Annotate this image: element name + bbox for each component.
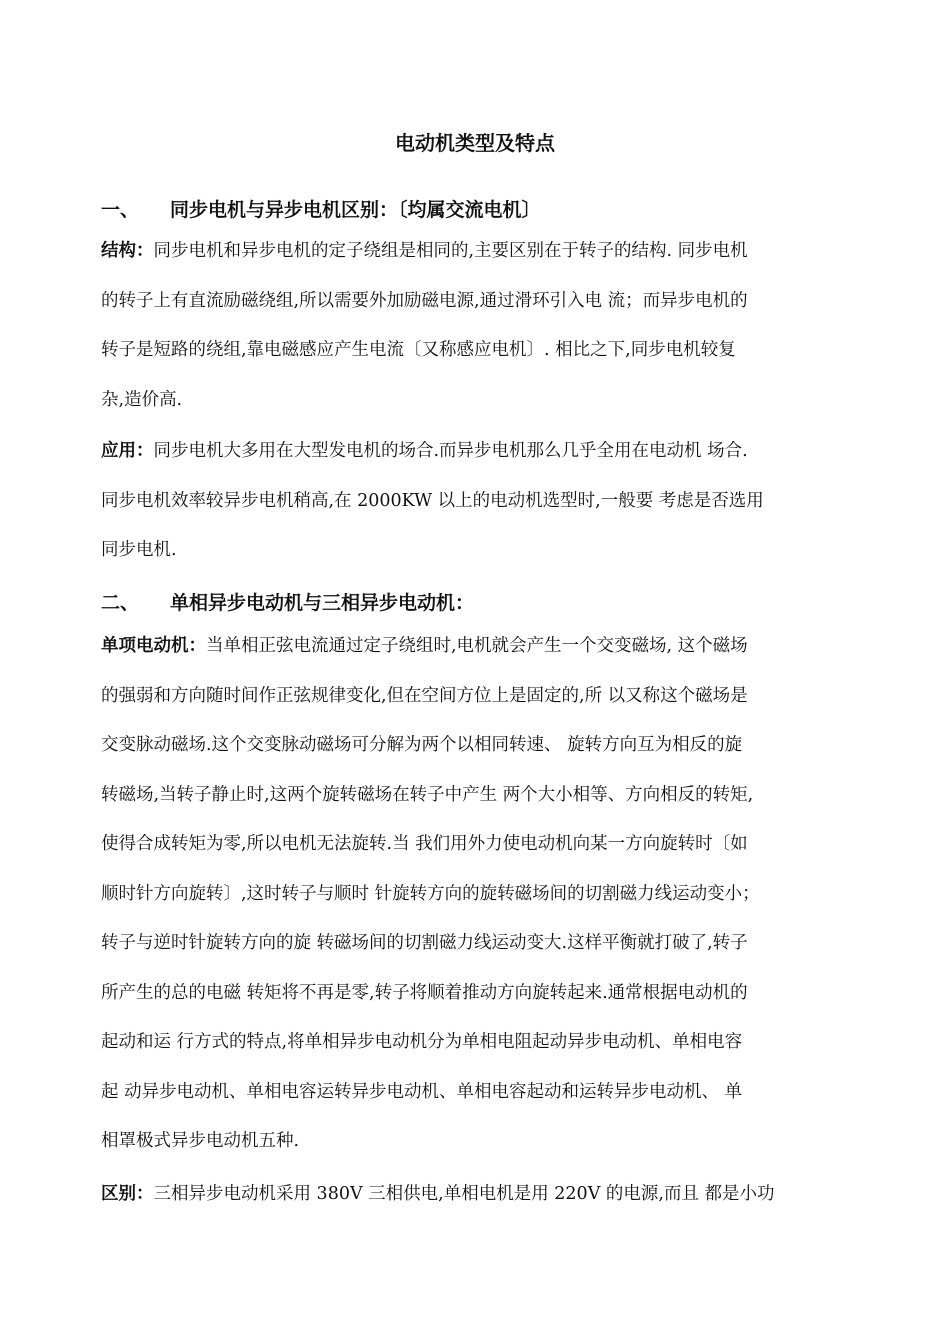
- application-label: 应用：: [101, 441, 154, 461]
- paragraph-line: 三相异步电动机采用 380V 三相供电,单相电机是用 220V 的电源,而且 都是小功: [153, 1184, 775, 1204]
- paragraph-line: 顺时针方向旋转〕,这时转子与顺时 针旋转方向的旋转磁场间的切割磁力线运动变小；: [101, 883, 760, 904]
- paragraph-line: 起 动异步电动机、单相电容运转异步电动机、单相电容起动和运转异步电动机、 单: [101, 1081, 743, 1102]
- paragraph-line: 转磁场,当转子静止时,这两个旋转磁场在转子中产生 两个大小相等、方向相反的转矩,: [101, 784, 754, 805]
- paragraph-line: 同步电机大多用在大型发电机的场合.而异步电机那么几乎全用在电动机 场合.: [153, 441, 748, 461]
- paragraph-line: 的强弱和方向随时间作正弦规律变化,但在空间方位上是固定的,所 以又称这个磁场是: [101, 685, 748, 706]
- paragraph-line: 起动和运 行方式的特点,将单相异步电动机分为单相电阻起动异步电动机、单相电容: [101, 1032, 743, 1052]
- application-paragraph: [101, 437, 871, 586]
- paragraph-line: 同步电机效率较异步电机稍高,在 2000KW 以上的电动机选型时,一般要 考虑是否选用: [101, 490, 764, 511]
- paragraph-line: 当单相正弦电流通过定子绕组时,电机就会产生一个交变磁场, 这个磁场: [206, 636, 748, 656]
- document-title: 电动机类型及特点: [395, 131, 555, 155]
- section-2-title: 单相异步电动机与三相异步电动机：: [170, 592, 475, 614]
- section-2-number: 二、: [101, 592, 140, 614]
- paragraph-line: 的转子上有直流励磁绕组,所以需要外加励磁电源,通过滑环引入电 流；而异步电机的: [101, 290, 748, 311]
- structure-paragraph: [101, 237, 871, 435]
- paragraph-line: 转子与逆时针旋转方向的旋 转磁场间的切割磁力线运动变大.这样平衡就打破了,转子: [101, 933, 748, 953]
- section-1-title: 同步电机与异步电机区别：〔均属交流电机〕: [170, 199, 541, 221]
- difference-paragraph: [101, 1180, 871, 1230]
- difference-label: 区别：: [101, 1184, 154, 1204]
- paragraph-line: 同步电机和异步电机的定子绕组是相同的,主要区别在于转子的结构. 同步电机: [153, 241, 748, 261]
- paragraph-line: 同步电机.: [101, 540, 177, 560]
- paragraph-line: 使得合成转矩为零,所以电机无法旋转.当 我们用外力使电动机向某一方向旋转时〔如: [101, 834, 748, 854]
- paragraph-line: 所产生的总的电磁 转矩将不再是零,转子将顺着推动方向旋转起来.通常根据电动机的: [101, 982, 748, 1003]
- structure-label: 结构：: [101, 241, 154, 261]
- paragraph-line: 交变脉动磁场.这个交变脉动磁场可分解为两个以相同转速、 旋转方向互为相反的旋: [101, 735, 743, 755]
- section-2-heading: [101, 589, 474, 617]
- single-phase-label: 单项电动机：: [101, 636, 206, 656]
- section-1-heading: [101, 196, 541, 224]
- paragraph-line: 转子是短路的绕组,靠电磁感应产生电流〔又称感应电机〕. 相比之下,同步电机较复: [101, 340, 736, 360]
- paragraph-line: 杂,造价高.: [101, 389, 183, 410]
- section-1-number: 一、: [101, 199, 140, 221]
- paragraph-line: 相罩极式异步电动机五种.: [101, 1131, 300, 1151]
- single-phase-paragraph: [101, 632, 871, 1177]
